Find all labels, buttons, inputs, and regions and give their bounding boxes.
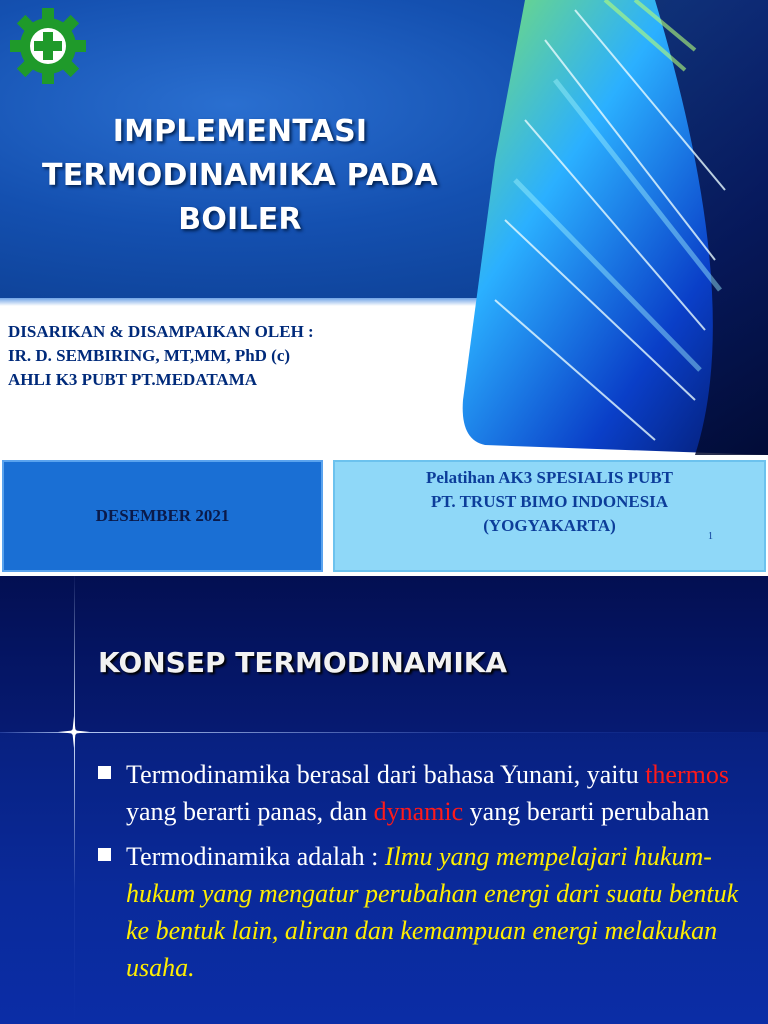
training-line: (YOGYAKARTA) [483,516,616,535]
presentation-date: DESEMBER 2021 [95,506,230,525]
k3-gear-cross-icon [8,6,88,86]
title-line: TERMODINAMIKA PADA [42,158,438,193]
term-dynamic: dynamic [373,797,464,826]
presenter-line: DISARIKAN & DISAMPAIKAN OLEH : [8,322,314,341]
training-line: PT. TRUST BIMO INDONESIA [430,492,669,511]
presenter-info [8,320,458,392]
term-thermos: thermos [645,760,729,789]
concept-slide [0,576,768,1024]
definition-text: Ilmu yang mempelajari hukum-hukum yang mengatur perubahan energi dari suatu bentuk ke bentuk lain, aliran dan kemampuan energi melakukan usaha. [126,842,739,982]
slide-number: 1 [708,531,713,542]
light-beam-graphic [455,0,768,455]
bullet-text: Termodinamika adalah : [126,842,385,871]
bullet-text: Termodinamika berasal dari bahasa Yunani, yaitu [126,760,646,789]
slide-title: KONSEP TERMODINAMIKA [98,646,508,679]
title-line: BOILER [178,202,302,237]
square-bullet-icon [98,766,111,779]
presentation-title [20,110,460,242]
divider-line [0,732,768,733]
presenter-line: IR. D. SEMBIRING, MT,MM, PhD (c) [8,346,291,365]
training-info-box [333,460,766,572]
bullet-text: yang berarti panas, dan [126,797,374,826]
square-bullet-icon [98,848,111,861]
bullet-list [98,756,748,994]
training-line: Pelatihan AK3 SPESIALIS PUBT [425,468,674,487]
vertical-accent-line [74,576,75,1024]
presenter-line: AHLI K3 PUBT PT.MEDATAMA [8,370,258,389]
date-box [2,460,323,572]
list-item [98,838,748,986]
sparkle-icon [58,716,90,748]
title-line: IMPLEMENTASI [112,114,368,149]
list-item [98,756,748,830]
bullet-text: yang berarti perubahan [463,797,710,826]
